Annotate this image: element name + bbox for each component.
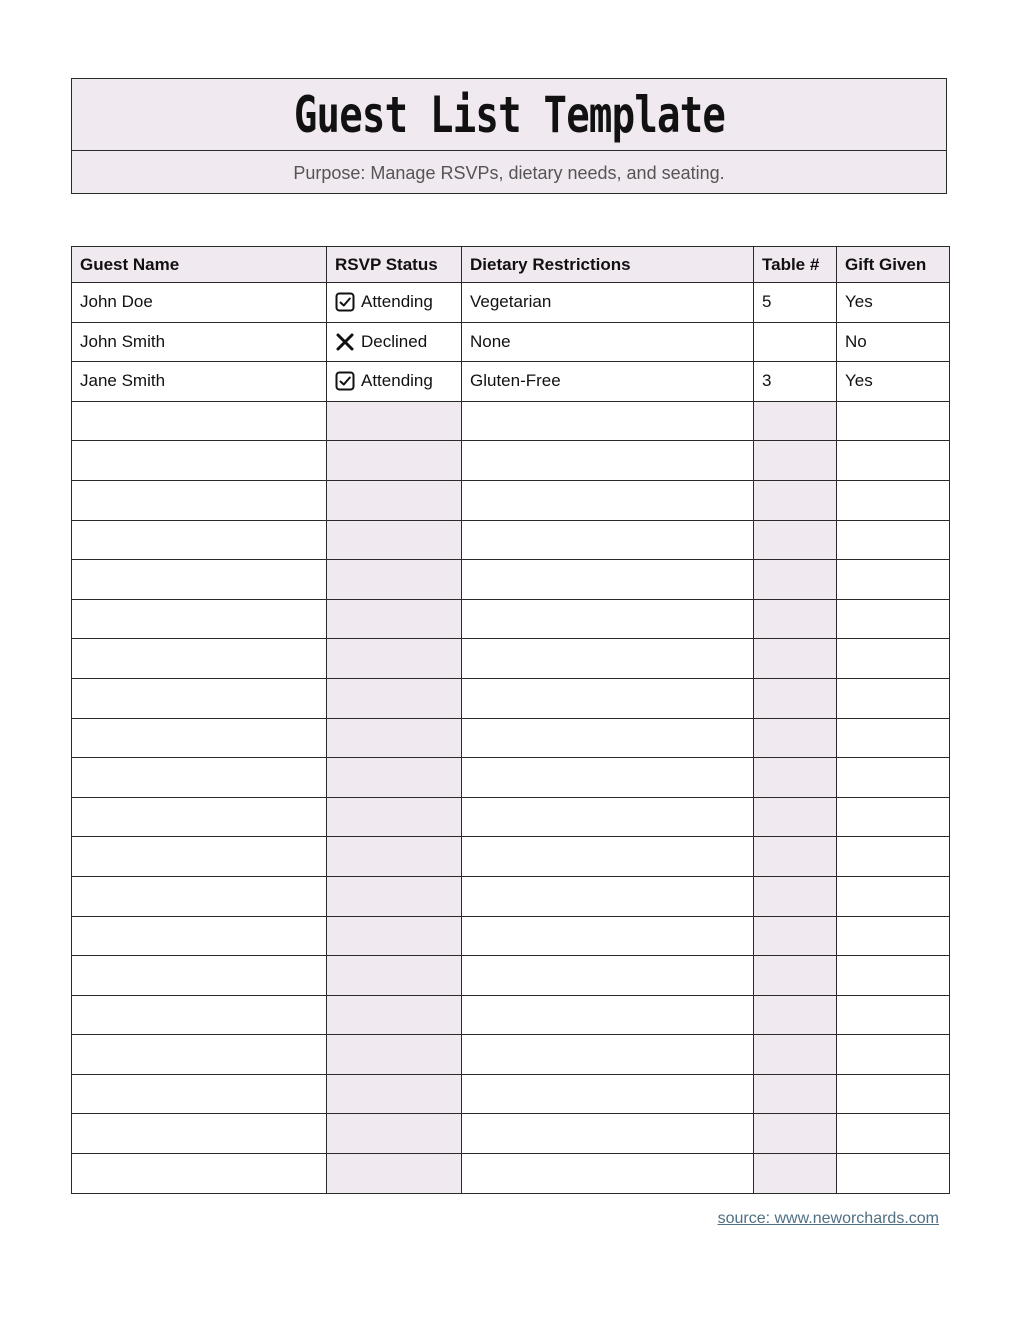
gift-given-cell[interactable] <box>837 520 950 560</box>
empty-table-row <box>72 678 950 718</box>
dietary-cell[interactable] <box>462 797 754 837</box>
table-number-cell[interactable] <box>754 718 837 758</box>
rsvp-status-cell[interactable] <box>327 995 462 1035</box>
empty-table-row <box>72 995 950 1035</box>
gift-given-cell[interactable] <box>837 441 950 481</box>
empty-table-row <box>72 876 950 916</box>
dietary-cell[interactable] <box>462 916 754 956</box>
gift-given-cell[interactable] <box>837 1035 950 1075</box>
dietary-cell[interactable] <box>462 1035 754 1075</box>
guest-name-cell[interactable] <box>72 876 327 916</box>
guest-name-cell[interactable] <box>72 520 327 560</box>
empty-table-row <box>72 837 950 877</box>
table-number-cell[interactable] <box>754 837 837 877</box>
gift-given-cell[interactable] <box>837 639 950 679</box>
empty-table-row <box>72 1154 950 1194</box>
column-header-guest-name: Guest Name <box>72 247 327 283</box>
empty-table-row <box>72 401 950 441</box>
table-number-cell[interactable] <box>754 678 837 718</box>
guest-name-cell[interactable]: Jane Smith <box>72 362 327 402</box>
dietary-cell[interactable] <box>462 837 754 877</box>
empty-table-row <box>72 441 950 481</box>
rsvp-status-cell[interactable] <box>327 1074 462 1114</box>
dietary-cell[interactable] <box>462 718 754 758</box>
rsvp-status-cell[interactable] <box>327 639 462 679</box>
gift-given-cell[interactable]: No <box>837 322 950 362</box>
empty-table-row <box>72 797 950 837</box>
guest-name-cell[interactable] <box>72 401 327 441</box>
purpose-row <box>72 151 946 195</box>
guest-name-cell[interactable] <box>72 837 327 877</box>
table-row <box>72 362 950 402</box>
column-header-gift-given: Gift Given <box>837 247 950 283</box>
column-header-rsvp-status: RSVP Status <box>327 247 462 283</box>
dietary-cell[interactable] <box>462 560 754 600</box>
dietary-cell[interactable] <box>462 639 754 679</box>
gift-given-cell[interactable] <box>837 401 950 441</box>
rsvp-status-cell[interactable] <box>327 362 462 402</box>
empty-table-row <box>72 560 950 600</box>
empty-table-row <box>72 916 950 956</box>
guest-table <box>71 246 950 1194</box>
gift-given-cell[interactable] <box>837 995 950 1035</box>
table-number-cell[interactable] <box>754 916 837 956</box>
gift-given-cell[interactable] <box>837 797 950 837</box>
dietary-cell[interactable] <box>462 599 754 639</box>
table-number-cell[interactable] <box>754 480 837 520</box>
guest-name-cell[interactable] <box>72 639 327 679</box>
guest-name-cell[interactable] <box>72 995 327 1035</box>
rsvp-status-cell[interactable] <box>327 797 462 837</box>
empty-table-row <box>72 1035 950 1075</box>
rsvp-status-cell[interactable] <box>327 1114 462 1154</box>
table-number-cell[interactable] <box>754 1114 837 1154</box>
table-header-row <box>72 247 950 283</box>
rsvp-status-cell[interactable] <box>327 283 462 323</box>
rsvp-status-cell[interactable] <box>327 678 462 718</box>
rsvp-status-cell[interactable] <box>327 322 462 362</box>
empty-table-row <box>72 718 950 758</box>
table-number-cell[interactable] <box>754 639 837 679</box>
rsvp-status-cell[interactable] <box>327 837 462 877</box>
table-number-cell[interactable] <box>754 599 837 639</box>
empty-table-row <box>72 1114 950 1154</box>
guest-name-cell[interactable] <box>72 916 327 956</box>
guest-name-cell[interactable] <box>72 956 327 996</box>
empty-table-row <box>72 1074 950 1114</box>
gift-given-cell[interactable] <box>837 718 950 758</box>
rsvp-status-cell[interactable] <box>327 916 462 956</box>
gift-given-cell[interactable] <box>837 916 950 956</box>
rsvp-status-cell[interactable] <box>327 480 462 520</box>
purpose-text: Purpose: Manage RSVPs, dietary needs, and seating. <box>293 162 725 183</box>
gift-given-cell[interactable] <box>837 599 950 639</box>
gift-given-cell[interactable] <box>837 758 950 798</box>
gift-given-cell[interactable] <box>837 678 950 718</box>
guest-name-cell[interactable] <box>72 599 327 639</box>
gift-given-cell[interactable] <box>837 837 950 877</box>
header-box <box>71 78 947 194</box>
dietary-cell[interactable]: Gluten-Free <box>462 362 754 402</box>
table-number-cell[interactable] <box>754 995 837 1035</box>
dietary-cell[interactable]: Vegetarian <box>462 283 754 323</box>
table-number-cell[interactable] <box>754 441 837 481</box>
dietary-cell[interactable] <box>462 441 754 481</box>
dietary-cell[interactable] <box>462 1114 754 1154</box>
dietary-cell[interactable] <box>462 995 754 1035</box>
rsvp-status-label: Attending <box>361 292 433 312</box>
gift-given-cell[interactable] <box>837 1074 950 1114</box>
checkbox-checked-icon <box>335 292 355 312</box>
rsvp-status-cell[interactable] <box>327 1154 462 1194</box>
rsvp-status-cell[interactable] <box>327 718 462 758</box>
table-number-cell[interactable] <box>754 797 837 837</box>
table-number-cell[interactable]: 3 <box>754 362 837 402</box>
table-number-cell[interactable] <box>754 401 837 441</box>
checkbox-checked-icon <box>335 371 355 391</box>
x-mark-icon <box>335 332 355 352</box>
dietary-cell[interactable] <box>462 480 754 520</box>
dietary-cell[interactable] <box>462 1074 754 1114</box>
guest-name-cell[interactable]: John Smith <box>72 322 327 362</box>
rsvp-status-cell[interactable] <box>327 599 462 639</box>
gift-given-cell[interactable] <box>837 1114 950 1154</box>
guest-name-cell[interactable]: John Doe <box>72 283 327 323</box>
rsvp-status-cell[interactable] <box>327 441 462 481</box>
rsvp-status-cell[interactable] <box>327 1035 462 1075</box>
table-number-cell[interactable] <box>754 520 837 560</box>
gift-given-cell[interactable] <box>837 1154 950 1194</box>
table-row <box>72 322 950 362</box>
guest-name-cell[interactable] <box>72 718 327 758</box>
dietary-cell[interactable] <box>462 678 754 718</box>
table-number-cell[interactable] <box>754 956 837 996</box>
gift-given-cell[interactable]: Yes <box>837 362 950 402</box>
guest-name-cell[interactable] <box>72 480 327 520</box>
dietary-cell[interactable] <box>462 758 754 798</box>
dietary-cell[interactable] <box>462 401 754 441</box>
gift-given-cell[interactable] <box>837 956 950 996</box>
gift-given-cell[interactable] <box>837 480 950 520</box>
gift-given-cell[interactable] <box>837 876 950 916</box>
dietary-cell[interactable] <box>462 876 754 916</box>
rsvp-status-label: Attending <box>361 371 433 391</box>
dietary-cell[interactable] <box>462 520 754 560</box>
title-row <box>72 79 946 151</box>
table-number-cell[interactable] <box>754 758 837 798</box>
rsvp-status-cell[interactable] <box>327 520 462 560</box>
empty-table-row <box>72 520 950 560</box>
rsvp-status-cell[interactable] <box>327 956 462 996</box>
gift-given-cell[interactable] <box>837 560 950 600</box>
gift-given-cell[interactable]: Yes <box>837 283 950 323</box>
table-number-cell[interactable]: 5 <box>754 283 837 323</box>
guest-name-cell[interactable] <box>72 797 327 837</box>
column-header-table-number: Table # <box>754 247 837 283</box>
empty-table-row <box>72 599 950 639</box>
guest-name-cell[interactable] <box>72 1074 327 1114</box>
guest-name-cell[interactable] <box>72 1154 327 1194</box>
column-header-dietary-restrictions: Dietary Restrictions <box>462 247 754 283</box>
table-number-cell[interactable] <box>754 1035 837 1075</box>
empty-table-row <box>72 639 950 679</box>
page-title: Guest List Template <box>293 85 725 144</box>
dietary-cell[interactable] <box>462 956 754 996</box>
empty-table-row <box>72 956 950 996</box>
guest-name-cell[interactable] <box>72 560 327 600</box>
table-number-cell[interactable] <box>754 1154 837 1194</box>
dietary-cell[interactable]: None <box>462 322 754 362</box>
guest-name-cell[interactable] <box>72 441 327 481</box>
guest-name-cell[interactable] <box>72 1035 327 1075</box>
table-number-cell[interactable] <box>754 560 837 600</box>
table-number-cell[interactable] <box>754 322 837 362</box>
table-number-cell[interactable] <box>754 876 837 916</box>
rsvp-status-cell[interactable] <box>327 560 462 600</box>
guest-name-cell[interactable] <box>72 1114 327 1154</box>
guest-name-cell[interactable] <box>72 678 327 718</box>
rsvp-status-cell[interactable] <box>327 758 462 798</box>
rsvp-status-cell[interactable] <box>327 401 462 441</box>
table-number-cell[interactable] <box>754 1074 837 1114</box>
empty-table-row <box>72 480 950 520</box>
source-link[interactable]: source: www.neworchards.com <box>717 1210 939 1227</box>
empty-table-row <box>72 758 950 798</box>
dietary-cell[interactable] <box>462 1154 754 1194</box>
rsvp-status-cell[interactable] <box>327 876 462 916</box>
table-row <box>72 283 950 323</box>
guest-name-cell[interactable] <box>72 758 327 798</box>
rsvp-status-label: Declined <box>361 331 428 351</box>
